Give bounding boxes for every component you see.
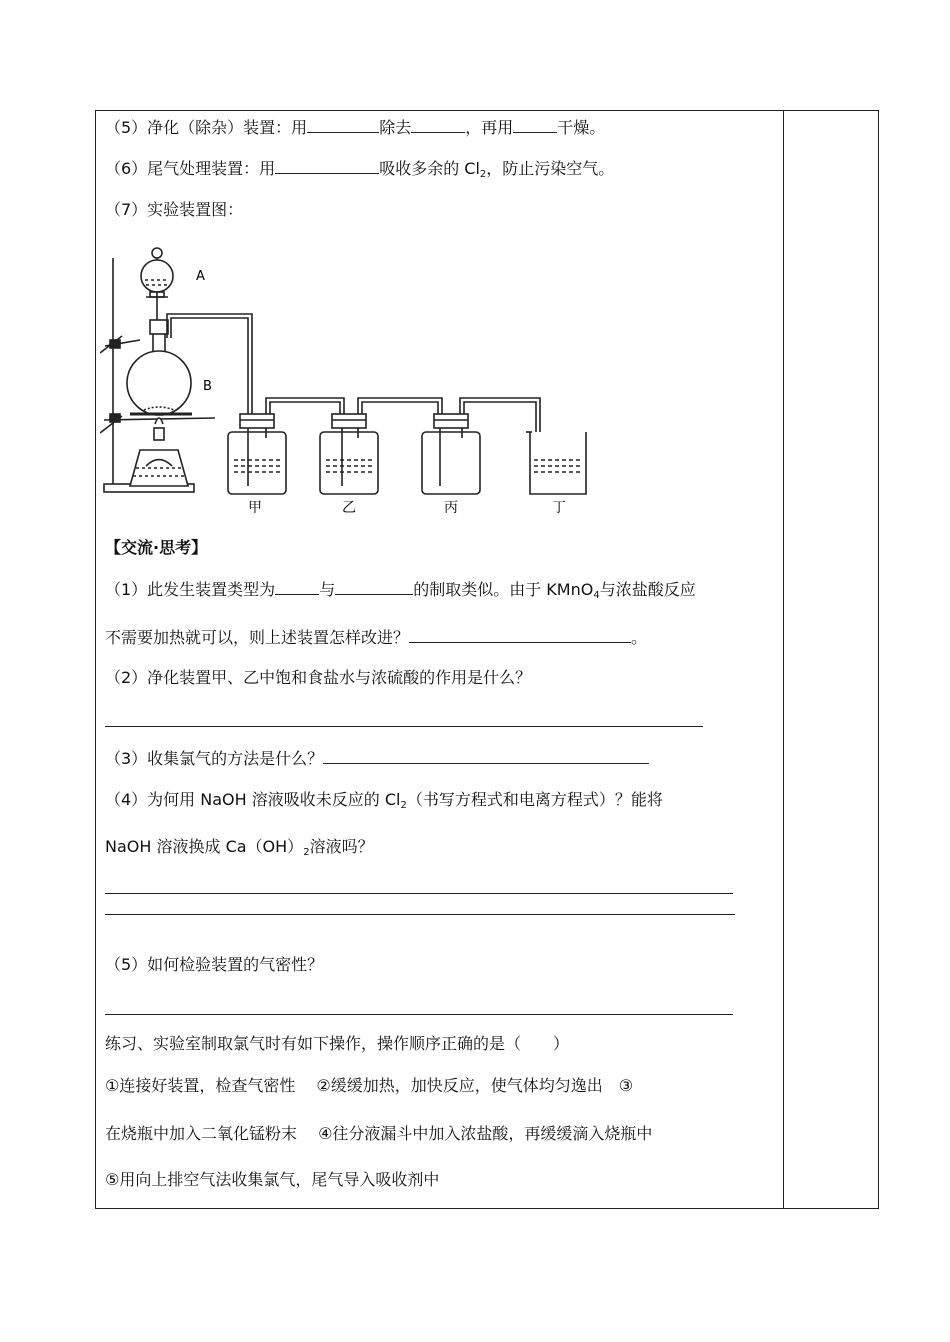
flask-stopper: [150, 320, 168, 334]
q4-text-b: （书写方程式和电离方程式）？能将: [406, 790, 663, 809]
q1-line2-text: 不需要加热就可以，则上述装置怎样改进？: [105, 628, 410, 647]
label-ding: 丁: [552, 500, 566, 516]
label-A: A: [196, 269, 205, 284]
item-6-text-b: 吸收多余的 Cl: [379, 159, 480, 178]
separating-funnel-A: [141, 260, 173, 292]
blank-5b[interactable]: [411, 117, 465, 133]
answer-line-q2[interactable]: [105, 726, 703, 727]
q4-line2-text: NaOH 溶液换成 Ca（OH）: [105, 837, 304, 856]
blank-q1c[interactable]: [409, 627, 631, 643]
item-5-text-d: 干燥。: [557, 118, 606, 137]
blank-q1b[interactable]: [335, 579, 413, 595]
item-6-sub: 2: [479, 169, 487, 180]
answer-line-q4a[interactable]: [105, 893, 733, 894]
question-3: [105, 748, 649, 769]
bottle-jia: [228, 432, 286, 494]
exercise-option-line-2: 在烧瓶中加入二氧化锰粉末 ④往分液漏斗中加入浓盐酸，再缓缓滴入烧瓶中: [105, 1124, 653, 1143]
question-1: [105, 579, 696, 606]
beaker-ding: [530, 432, 586, 494]
q1-line2-end: 。: [631, 628, 648, 647]
item-5-text-a: （5）净化（除杂）装置：用: [105, 118, 308, 137]
label-bing: 丙: [444, 500, 458, 516]
section-title: 【交流·思考】: [105, 538, 208, 557]
question-2: （2）净化装置甲、乙中饱和食盐水与浓硫酸的作用是什么？: [105, 668, 532, 687]
exercise-option-line-3: ⑤用向上排空气法收集氯气，尾气导入吸收剂中: [105, 1170, 440, 1189]
q4-sub: 2: [400, 800, 407, 811]
answer-line-q5[interactable]: [105, 1014, 733, 1015]
q1-text-a: （1）此发生装置类型为: [105, 580, 276, 599]
column-divider: [783, 110, 784, 1209]
q1-text-c: 的制取类似。由于 KMnO: [413, 580, 594, 599]
q4-line2-sub: 2: [303, 847, 310, 858]
exercise-option-line-1: ①连接好装置，检查气密性 ②缓缓加热，加快反应，使气体均匀逸出 ③: [105, 1076, 634, 1095]
question-4-line-2: [105, 837, 374, 863]
exercise-stem: 练习、实验室制取氯气时有如下操作，操作顺序正确的是（ ）: [105, 1034, 570, 1053]
item-5-text-c: ，再用: [465, 118, 514, 137]
q3-text: （3）收集氯气的方法是什么？: [105, 749, 324, 768]
blank-5c[interactable]: [513, 117, 557, 133]
question-5: （5）如何检验装置的气密性？: [105, 955, 324, 974]
q4-line2-end: 溶液吗？: [309, 837, 374, 856]
bottle-bing: [422, 432, 480, 494]
blank-5a[interactable]: [307, 117, 379, 133]
item-6: [105, 158, 614, 185]
blank-6[interactable]: [275, 158, 379, 174]
item-5: [105, 117, 605, 138]
item-7: （7）实验装置图：: [105, 200, 244, 219]
label-yi: 乙: [342, 500, 356, 516]
bottle-yi: [320, 432, 378, 494]
item-6-text-a: （6）尾气处理装置：用: [105, 159, 276, 178]
q1-text-d: 与浓盐酸反应: [599, 580, 696, 599]
blank-q3[interactable]: [323, 748, 649, 764]
funnel-stopper: [152, 248, 162, 258]
question-1-line-2: [105, 627, 647, 648]
blank-q1a[interactable]: [275, 579, 319, 595]
q1-text-b: 与: [319, 580, 336, 599]
q1-sub: 4: [593, 590, 600, 601]
answer-line-q4b[interactable]: [105, 914, 735, 915]
label-jia: 甲: [248, 500, 262, 516]
apparatus-diagram: [100, 228, 600, 520]
q4-text-a: （4）为何用 NaOH 溶液吸收未反应的 Cl: [105, 790, 401, 809]
item-5-text-b: 除去: [379, 118, 412, 137]
question-4: [105, 790, 663, 816]
round-flask-B: [127, 351, 191, 415]
label-B: B: [203, 379, 212, 394]
item-6-text-c: ，防止污染空气。: [486, 159, 615, 178]
